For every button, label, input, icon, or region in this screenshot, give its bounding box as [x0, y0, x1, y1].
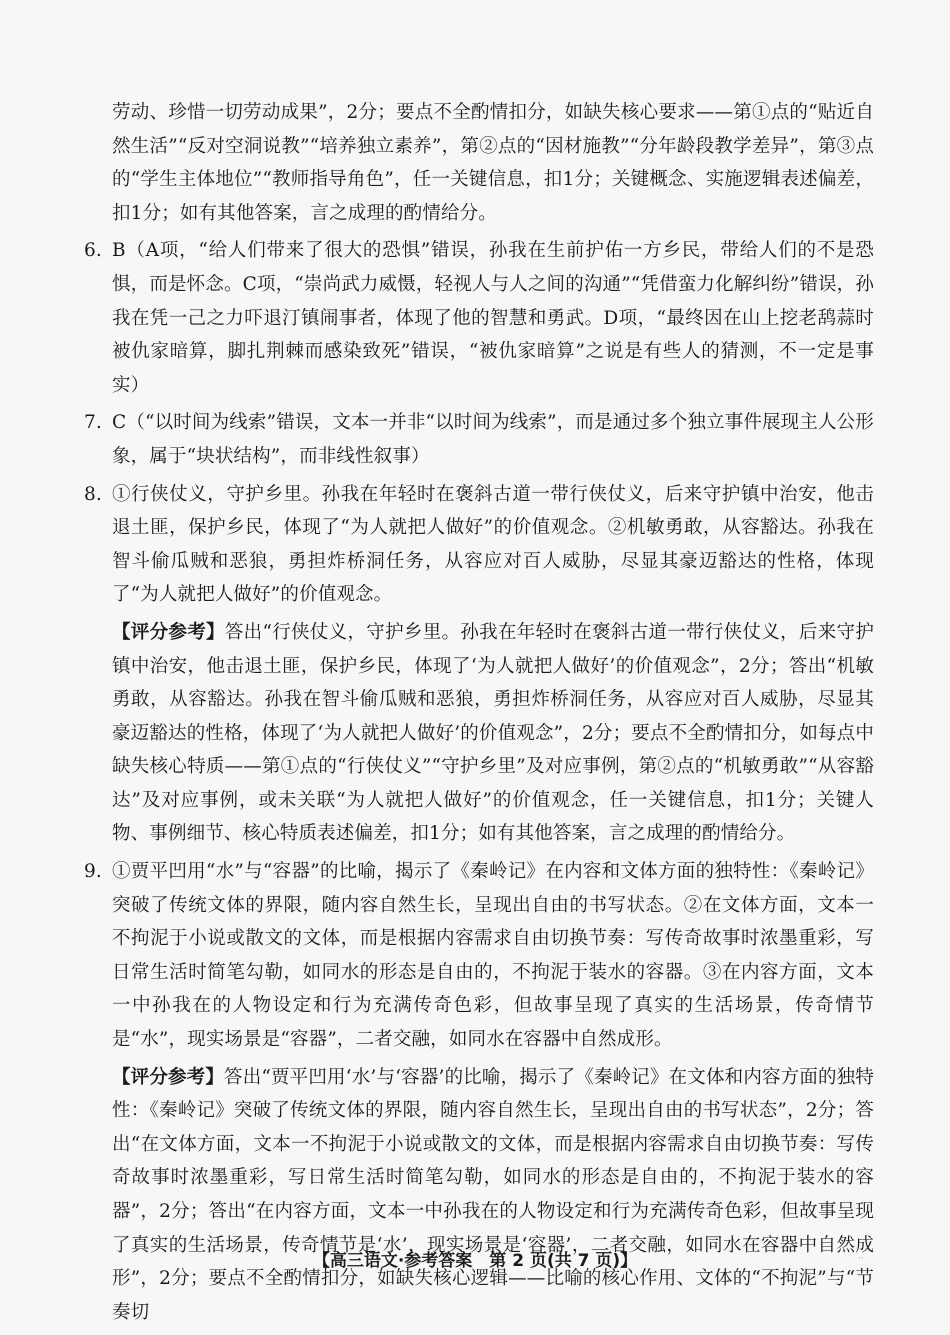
item-text: ①贾平凹用“水”与“容器”的比喻，揭示了《秦岭记》在内容和文体方面的独特性：《秦岭记》突破了传统文体的界限，随内容自然生长，呈现出自由的书写状态。②在文体方面，文本一不拘泥于小说或散文的文体，而是根据内容需求自由切换节奏：写传奇故事时浓墨重彩，写日常生活时简笔勾勒，如同水的形态是自由的，不拘泥于装水的容器。③在内容方面，文本一中孙我在的人物设定和行为充满传奇色彩，但故事呈现了真实的生活场景，传奇情节是“水”，现实场景是“容器”，二者交融，如同水在容器中自然成形。 — [112, 861, 874, 1051]
item-number: 9. — [84, 861, 102, 883]
scoring-reference-label: 【评分参考】 — [112, 1066, 225, 1088]
scoring-reference-text: 答出“贾平凹用‘水’与‘容器’的比喻，揭示了《秦岭记》在文体和内容方面的独特性：《秦岭记》突破了传统文体的界限，随内容自然生长，呈现出自由的书写状态”，2分；答出“在文体方面，文本一不拘泥于小说或散文的文体，而是根据内容需求自由切换节奏：写传奇故事时浓墨重彩，写日常生活时简笔勾勒，如同水的形态是自由的，不拘泥于装水的容器”，2分；答出“在内容方面，文本一中孙我在的人物设定和行为充满传奇色彩，但故事呈现了真实的生活场景，传奇情节是‘水’，现实场景是‘容器’，二者交融，如同水在容器中自然成形”，2分；要点不全酌情扣分，如缺失核心逻辑——比喻的核心作用、文体的“不拘泥”与“节奏切 — [112, 1066, 874, 1323]
answer-content — [84, 96, 874, 1329]
item-number: 8. — [84, 483, 102, 505]
scoring-reference-label: 【评分参考】 — [112, 621, 225, 643]
answer-item-7 — [84, 406, 874, 473]
item-text: B（A项，“给人们带来了很大的恐惧”错误，孙我在生前护佑一方乡民，带给人们的不是恐惧，而是怀念。C项，“崇尚武力威慑，轻视人与人之间的沟通”“凭借蛮力化解纠纷”错误，孙我在凭一己之力吓退汀镇闹事者，体现了他的智慧和勇武。D项，“最终因在山上挖老鸹蒜时被仇家暗算，脚扎荆棘而感染致死”错误，“被仇家暗算”之说是有些人的猜测，不一定是事实） — [112, 240, 874, 396]
scoring-reference-text: 答出“行侠仗义，守护乡里。孙我在年轻时在褒斜古道一带行侠仗义，后来守护镇中治安，他击退土匪，保护乡民，体现了‘为人就把人做好’的价值观念”，2分；答出“机敏勇敢，从容豁达。孙我在智斗偷瓜贼和恶狼，勇担炸桥洞任务，从容应对百人威胁，尽显其豪迈豁达的性格，体现了‘为人就把人做好’的价值观念”，2分；要点不全酌情扣分，如每点中缺失核心特质——第①点的“行侠仗义”“守护乡里”及对应事例，第②点的“机敏勇敢”“从容豁达”及对应事例，或未关联“为人就把人做好”的价值观念，任一关键信息，扣1分；关键人物、事例细节、核心特质表述偏差，扣1分；如有其他答案，言之成理的酌情给分。 — [112, 621, 874, 845]
answer-item-6 — [84, 234, 874, 402]
continuation-paragraph: 劳动、珍惜一切劳动成果”，2分；要点不全酌情扣分，如缺失核心要求——第①点的“贴近自然生活”“反对空洞说教”“培养独立素养”，第②点的“因材施教”“分年龄段教学差异”，第③点的“学生主体地位”“教师指导角色”，任一关键信息，扣1分；关键概念、实施逻辑表述偏差，扣1分；如有其他答案，言之成理的酌情给分。 — [112, 102, 874, 224]
answer-item-9 — [84, 855, 874, 1057]
answer-item-8 — [84, 478, 874, 612]
item-number: 6. — [84, 240, 102, 262]
item-text: ①行侠仗义，守护乡里。孙我在年轻时在褒斜古道一带行侠仗义，后来守护镇中治安，他击退土匪，保护乡民，体现了“为人就把人做好”的价值观念。②机敏勇敢，从容豁达。孙我在智斗偷瓜贼和恶狼，勇担炸桥洞任务，从容应对百人威胁，尽显其豪迈豁达的性格，体现了“为人就把人做好”的价值观念。 — [112, 483, 874, 606]
item-text: C（“以时间为线索”错误，文本一并非“以时间为线索”，而是通过多个独立事件展现主人公形象，属于“块状结构”，而非线性叙事） — [112, 412, 874, 467]
scoring-reference-9 — [84, 1061, 874, 1330]
page-footer: 【高三语文·参考答案 第 2 页(共 7 页)】 — [312, 1251, 638, 1271]
item-number: 7. — [84, 412, 102, 434]
scoring-reference-8 — [84, 616, 874, 851]
corner-mark: ·· — [858, 1254, 864, 1264]
